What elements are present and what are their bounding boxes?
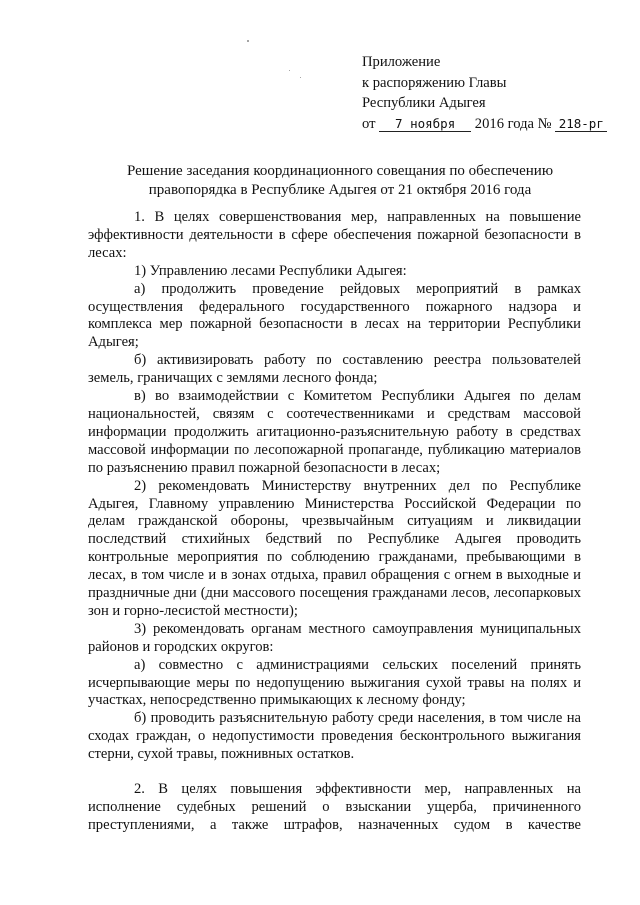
header-year: 2016 года № xyxy=(474,115,552,132)
paragraph-1-3-a: а) совместно с администрациями сельских поселений принять исчерпывающие меры по недопущению выжигания сухой травы на полях и участках, непосредственно примыкающих к лесному фонду; xyxy=(88,656,581,709)
scan-speck xyxy=(300,77,301,78)
document-title xyxy=(90,162,590,200)
paragraph-1-2: 2) рекомендовать Министерству внутренних дел по Республике Адыгея, Главному управлению Министерства Российской Федерации по делам гражданской обороны, чрезвычайным ситуациям и ликвидации последствий стихийных бедствий по Республике Адыгея проводить контрольные мероприятия по соблюдению гражданами, пребывающими в лесах, в том числе и в зонах отдыха, правил обращения с огнем в выходные и праздничные дни (дни массового посещения гражданами лесов, лесопарковых зон и горно-лесистой местности); xyxy=(88,477,581,619)
header-line-appendix: Приложение xyxy=(362,54,441,70)
paragraph-1-3-b: б) проводить разъяснительную работу среди населения, в том числе на сходах граждан, о недопустимости проведения бесконтрольного выжигания стерни, сухой травы, пожнивных остатков. xyxy=(88,710,581,763)
header-prefix: от xyxy=(362,115,376,132)
title-line-1: Решение заседания координационного совещания по обеспечению xyxy=(126,163,554,179)
paragraph-1-1-a: а) продолжить проведение рейдовых мероприятий в рамках осуществления федерального государственного пожарного надзора и комплекса мер пожарной безопасности в лесах на территории Республики Адыгея; xyxy=(88,280,581,351)
header-line-republic: Республики Адыгея xyxy=(362,95,486,111)
title-line-2: правопорядка в Республике Адыгея от 21 октября 2016 года xyxy=(148,182,532,198)
scan-speck xyxy=(289,70,290,71)
paragraph-1: 1. В целях совершенствования мер, направленных на повышение эффективности деятельности в сфере обеспечения пожарной безопасности в лесах: xyxy=(88,209,581,261)
appendix-header xyxy=(362,52,607,134)
document-body xyxy=(88,209,581,835)
header-line-order: к распоряжению Главы xyxy=(362,74,507,91)
paragraph-1-1: 1) Управлению лесами Республики Адыгея: xyxy=(134,262,407,279)
paragraph-1-3: 3) рекомендовать органам местного самоуправления муниципальных районов и городских округов: xyxy=(88,620,581,655)
paragraph-1-1-c: в) во взаимодействии с Комитетом Республики Адыгея по делам национальностей, связям с соотечественниками и средствам массовой информации продолжить агитационно-разъяснительную работу в средствах массовой информации по лесопожарной пропаганде, публикацию материалов по разъяснению правил пожарной безопасности в лесах; xyxy=(88,388,581,476)
paragraph-2: 2. В целях повышения эффективности мер, направленных на исполнение судебных решений о взыскании ущерба, причиненного преступлениями, а также штрафов, назначенных судом в качестве xyxy=(88,781,581,833)
header-line-date xyxy=(362,114,607,135)
handwritten-date: 7 ноября xyxy=(379,116,471,132)
handwritten-number: 218-рг xyxy=(555,116,607,132)
scan-speck xyxy=(247,40,249,42)
paragraph-1-1-b: б) активизировать работу по составлению реестра пользователей земель, граничащих с землями лесного фонда; xyxy=(88,352,581,387)
